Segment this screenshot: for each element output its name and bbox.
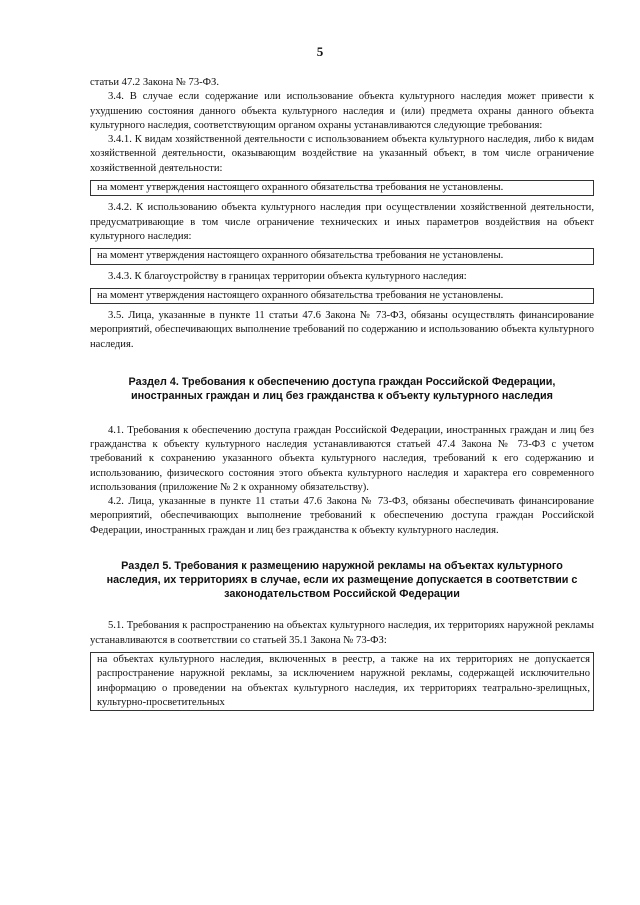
paragraph-4-2: 4.2. Лица, указанные в пункте 11 статьи 47.6 Закона № 73-ФЗ, обязаны обеспечивать финансирование мероприятий, обеспечивающих выполнение требований к обеспечению доступа граждан Российской Федерации, иностранных граждан и лиц без гражданства к объекту культурного наследия. [90, 496, 594, 536]
requirement-box-1: на момент утверждения настоящего охранного обязательства требования не установлены. [90, 180, 594, 196]
section-4-title: Раздел 4. Требования к обеспечению доступа граждан Российской Федерации, иностранных граждан и лиц без гражданства к объекту культурного наследия [128, 376, 556, 402]
section-5-title: Раздел 5. Требования к размещению наружной рекламы на объектах культурного наследия, их территориях в случае, если их размещение допускается в соответствии с законодательством Российской Федерации [106, 560, 578, 600]
paragraph-continuation: статьи 47.2 Закона № 73-ФЗ. [90, 77, 219, 88]
paragraph-3-4-2: 3.4.2. К использованию объекта культурного наследия при осуществлении хозяйственной деятельности, предусматривающие в том числе ограничение технических и иных параметров воздействия на объект культурного наследия: [90, 202, 594, 242]
page-content [90, 76, 594, 716]
page-number: 5 [316, 44, 324, 59]
paragraph-3-4: 3.4. В случае если содержание или использование объекта культурного наследия может привести к ухудшению состояния данного объекта культурного наследия и (или) предмета охраны данного объекта культурного наследия, соответствующим органом охраны устанавливаются следующие требования: [90, 91, 594, 131]
paragraph-3-4-1: 3.4.1. К видам хозяйственной деятельности с использованием объекта культурного наследия, либо к видам хозяйственной деятельности, оказывающим воздействие на указанный объект, в том числе ограничение хозяйственной деятельности: [90, 134, 594, 174]
paragraph-3-5: 3.5. Лица, указанные в пункте 11 статьи 47.6 Закона № 73-ФЗ, обязаны осуществлять финансирование мероприятий, обеспечивающих выполнение требований по содержанию и использованию объекта культурного наследия. [90, 310, 594, 350]
paragraph-4-1: 4.1. Требования к обеспечению доступа граждан Российской Федерации, иностранных граждан и лиц без гражданства к объекту культурного наследия устанавливаются статьей 47.4 Закона № 73-ФЗ с учетом требований к сохранению указанного объекта культурного наследия, требований к его содержанию и использованию, физического состояния этого объекта культурного наследия и характера его современного использования (приложение № 2 к охранному обязательству). [90, 424, 594, 493]
requirement-box-2: на момент утверждения настоящего охранного обязательства требования не установлены. [90, 248, 594, 264]
requirement-box-4: на объектах культурного наследия, включенных в реестр, а также на их территориях не допускается распространение наружной рекламы, за исключением наружной рекламы, содержащей исключительно информацию о проведении на объектах культурного наследия, их территориях театрально-зрелищных, культурно-просветительных [90, 652, 594, 711]
paragraph-3-4-3: 3.4.3. К благоустройству в границах территории объекта культурного наследия: [108, 270, 467, 282]
requirement-box-3: на момент утверждения настоящего охранного обязательства требования не установлены. [90, 288, 594, 304]
paragraph-5-1: 5.1. Требования к распространению на объектах культурного наследия, их территориях наружной рекламы устанавливаются в соответствии со статьей 35.1 Закона № 73-ФЗ: [90, 620, 594, 646]
